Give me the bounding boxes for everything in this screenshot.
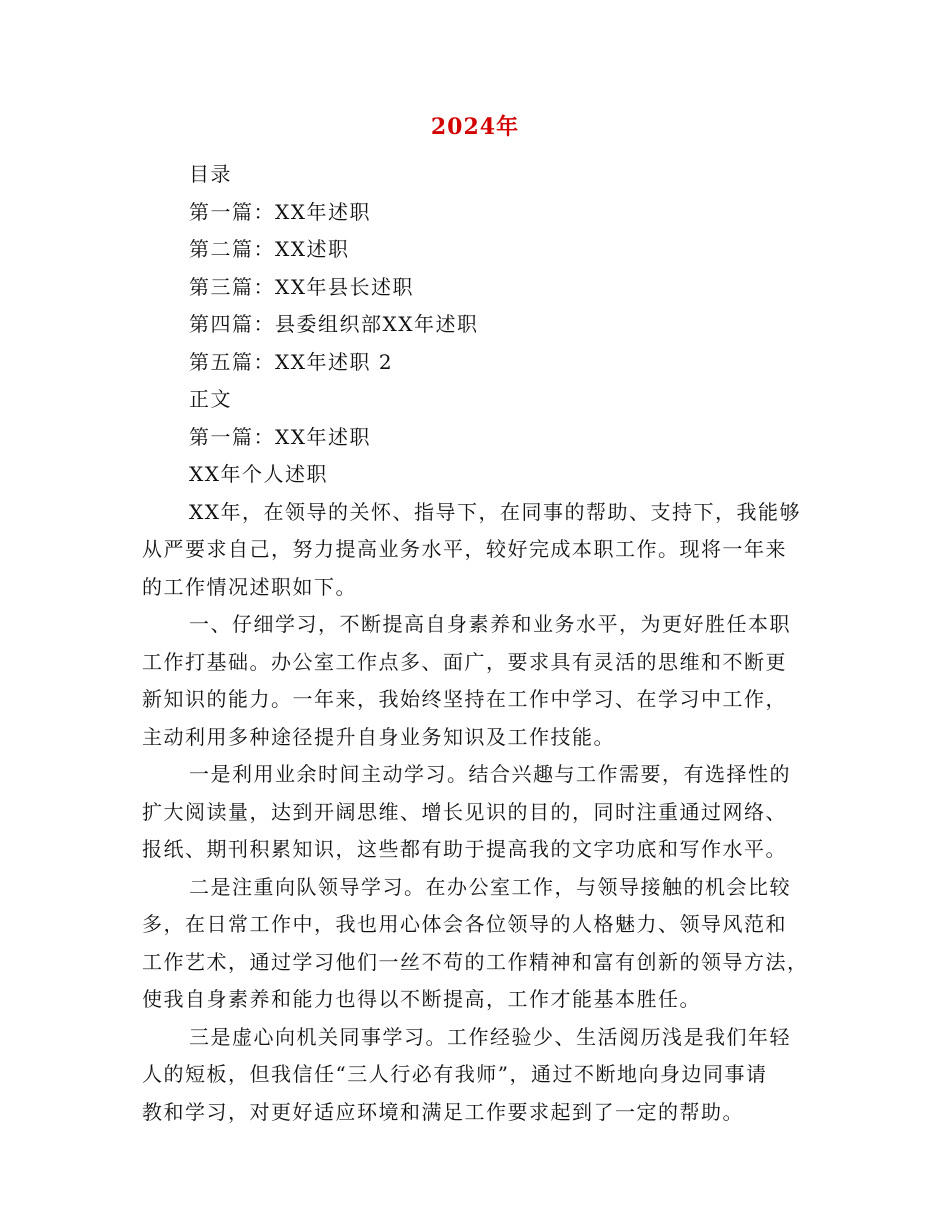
toc-heading: 目录 [189, 162, 232, 186]
toc-item-3: 第三篇：XX年县长述职 [189, 274, 414, 299]
paragraph-line: 主动利用多种途径提升自身业务知识及工作技能。 [142, 724, 615, 749]
document-title: 2024年 [430, 114, 520, 140]
paragraph-line: 三是虚心向机关同事学习。工作经验少、生活阅历浅是我们年轻 [189, 1024, 791, 1049]
paragraph-line: 工作艺术，通过学习他们一丝不苟的工作精神和富有创新的领导方法， [142, 949, 809, 974]
paragraph-section-one [142, 606, 808, 756]
paragraph-line: 新知识的能力。一年来，我始终坚持在工作中学习、在学习中工作， [142, 687, 787, 711]
table-of-contents [142, 156, 808, 494]
paragraph-line: 从严要求自己，努力提高业务水平，较好完成本职工作。现将一年来 [142, 537, 787, 561]
paragraph-line: 一、仔细学习，不断提高自身素养和业务水平，为更好胜任本职 [189, 612, 791, 636]
paragraph-line: 工作打基础。办公室工作点多、面广，要求具有灵活的思维和不断更 [142, 649, 787, 674]
paragraph-line: 人的短板，但我信任“三人行必有我师”，通过不断地向身边同事请 [142, 1062, 768, 1086]
paragraph-point-two [142, 869, 808, 1019]
paragraph-point-three [142, 1019, 808, 1132]
paragraph-line: 的工作情况述职如下。 [142, 574, 357, 599]
paragraph-line: 多，在日常工作中，我也用心体会各位领导的人格魅力、领导风范和 [142, 912, 787, 936]
paragraph-line: 一是利用业余时间主动学习。结合兴趣与工作需要，有选择性的 [189, 762, 791, 786]
toc-item-4: 第四篇：县委组织部XX年述职 [189, 312, 479, 336]
toc-item-1: 第一篇：XX年述职 [189, 199, 371, 224]
section-heading: XX年个人述职 [189, 462, 328, 486]
paragraph-line: 教和学习，对更好适应环境和满足工作要求起到了一定的帮助。 [142, 1099, 744, 1124]
paragraph-point-one [142, 756, 808, 869]
toc-item-5: 第五篇：XX年述职 2 [189, 349, 394, 374]
paragraph-line: 扩大阅读量，达到开阔思维、增长见识的目的，同时注重通过网络、 [142, 799, 787, 824]
paragraph-line: 报纸、期刊积累知识，这些都有助于提高我的文字功底和写作水平。 [142, 837, 787, 861]
paragraph-line: 使我自身素养和能力也得以不断提高，工作才能基本胜任。 [142, 987, 701, 1011]
paragraph-line: XX年，在领导的关怀、指导下，在同事的帮助、支持下，我能够 [189, 499, 801, 524]
document-body [142, 494, 808, 1132]
chapter-heading: 第一篇：XX年述职 [189, 424, 371, 449]
paragraph-line: 二是注重向队领导学习。在办公室工作，与领导接触的机会比较 [189, 874, 791, 899]
paragraph-intro [142, 494, 808, 607]
body-heading: 正文 [189, 387, 232, 411]
toc-item-2: 第二篇：XX述职 [189, 237, 350, 261]
